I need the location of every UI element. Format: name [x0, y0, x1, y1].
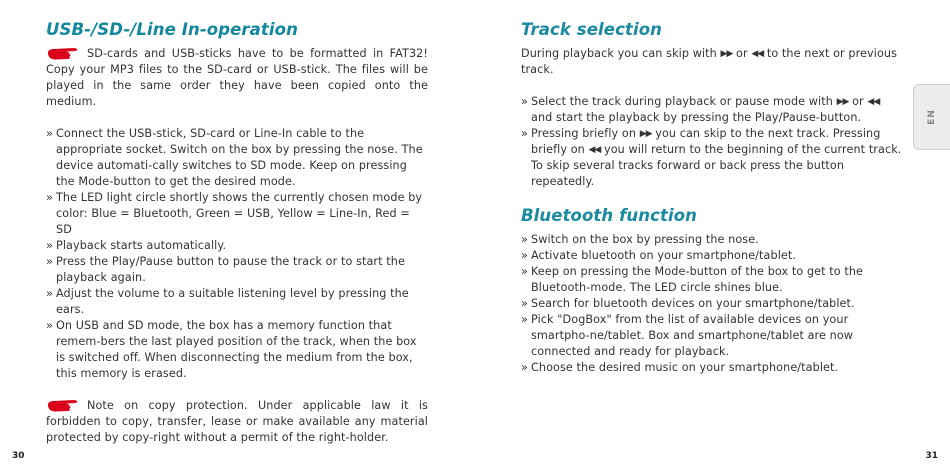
track-selection-heading: Track selection	[521, 20, 662, 39]
track-intro	[521, 46, 903, 78]
track-intro-text: or	[736, 47, 748, 60]
item-text: and start the playback by pressing the Play/Pause-button.	[531, 111, 862, 124]
page-number-left: 30	[12, 451, 25, 461]
list-item	[521, 126, 903, 190]
list-item: » Keep on pressing the Mode-button of the box to get to the Bluetooth-mode. The LED circle shines blue.	[521, 264, 903, 296]
rewind-icon: ◀◀	[588, 145, 601, 155]
track-intro-text: to the next or previous track.	[521, 47, 898, 76]
right-page	[521, 18, 903, 376]
rewind-icon: ◀◀	[867, 97, 880, 107]
language-tab[interactable]	[913, 84, 950, 150]
track-steps-list	[521, 94, 903, 190]
item-text: or	[852, 95, 864, 108]
item-text: you can skip to the next track. Pressing briefly on	[531, 127, 881, 156]
list-item: » Pick "DogBox" from the list of available devices on your smartpho-ne/tablet. Box and smartphone/tablet are now connected and ready for playback.	[521, 312, 903, 360]
format-note-text: SD-cards and USB-sticks have to be formatted in FAT32! Copy your MP3 files to the SD-card or USB-stick. The files will be played in the same order they have been copied onto the medium.	[46, 47, 428, 108]
copy-protection-text: Note on copy protection. Under applicable law it is forbidden to copy, transfer, lease or make available any material protected by copy-right without a permit of the right-holder.	[46, 399, 428, 444]
language-tab-label: EN	[927, 109, 937, 125]
bluetooth-function-heading: Bluetooth function	[521, 206, 697, 225]
fast-forward-icon: ▶▶	[639, 129, 652, 139]
copy-protection-note	[46, 398, 428, 446]
list-item: » Playback starts automatically.	[46, 238, 428, 254]
list-item: » Choose the desired music on your smartphone/tablet.	[521, 360, 903, 376]
track-intro-text: During playback you can skip with	[521, 47, 717, 60]
pointing-hand-icon	[46, 46, 86, 62]
list-item: » Switch on the box by pressing the nose.	[521, 232, 903, 248]
list-item: » On USB and SD mode, the box has a memory function that remem-bers the last played position of the track, when the box is switched off. When disconnecting the medium from the box, this memory is erased.	[46, 318, 428, 382]
left-page	[46, 18, 428, 446]
list-item: » Press the Play/Pause button to pause the track or to start the playback again.	[46, 254, 428, 286]
fast-forward-icon: ▶▶	[720, 49, 733, 59]
page-number-right: 31	[925, 451, 938, 461]
list-item	[521, 94, 903, 126]
pointing-hand-icon	[46, 398, 86, 414]
list-item: » Search for bluetooth devices on your smartphone/tablet.	[521, 296, 903, 312]
list-item: » Connect the USB-stick, SD-card or Line-In cable to the appropriate socket. Switch on the box by pressing the nose. The device automati-cally switches to SD mode. Keep on pressing the Mode-button to get the desired mode.	[46, 126, 428, 190]
item-text: you will return to the beginning of the current track. To skip several tracks forward or back press the button repeatedly.	[531, 143, 902, 188]
usb-sd-steps-list	[46, 126, 428, 382]
item-text: Pressing briefly on	[531, 127, 637, 140]
format-note	[46, 46, 428, 110]
item-text: Select the track during playback or pause mode with	[531, 95, 833, 108]
list-item: » Activate bluetooth on your smartphone/tablet.	[521, 248, 903, 264]
list-item: » The LED light circle shortly shows the currently chosen mode by color: Blue = Bluetooth, Green = USB, Yellow = Line-In, Red = SD	[46, 190, 428, 238]
fast-forward-icon: ▶▶	[836, 97, 849, 107]
list-item: » Adjust the volume to a suitable listening level by pressing the ears.	[46, 286, 428, 318]
usb-sd-line-in-heading: USB-/SD-/Line In-operation	[46, 20, 298, 39]
rewind-icon: ◀◀	[751, 49, 764, 59]
bluetooth-steps-list	[521, 232, 903, 376]
